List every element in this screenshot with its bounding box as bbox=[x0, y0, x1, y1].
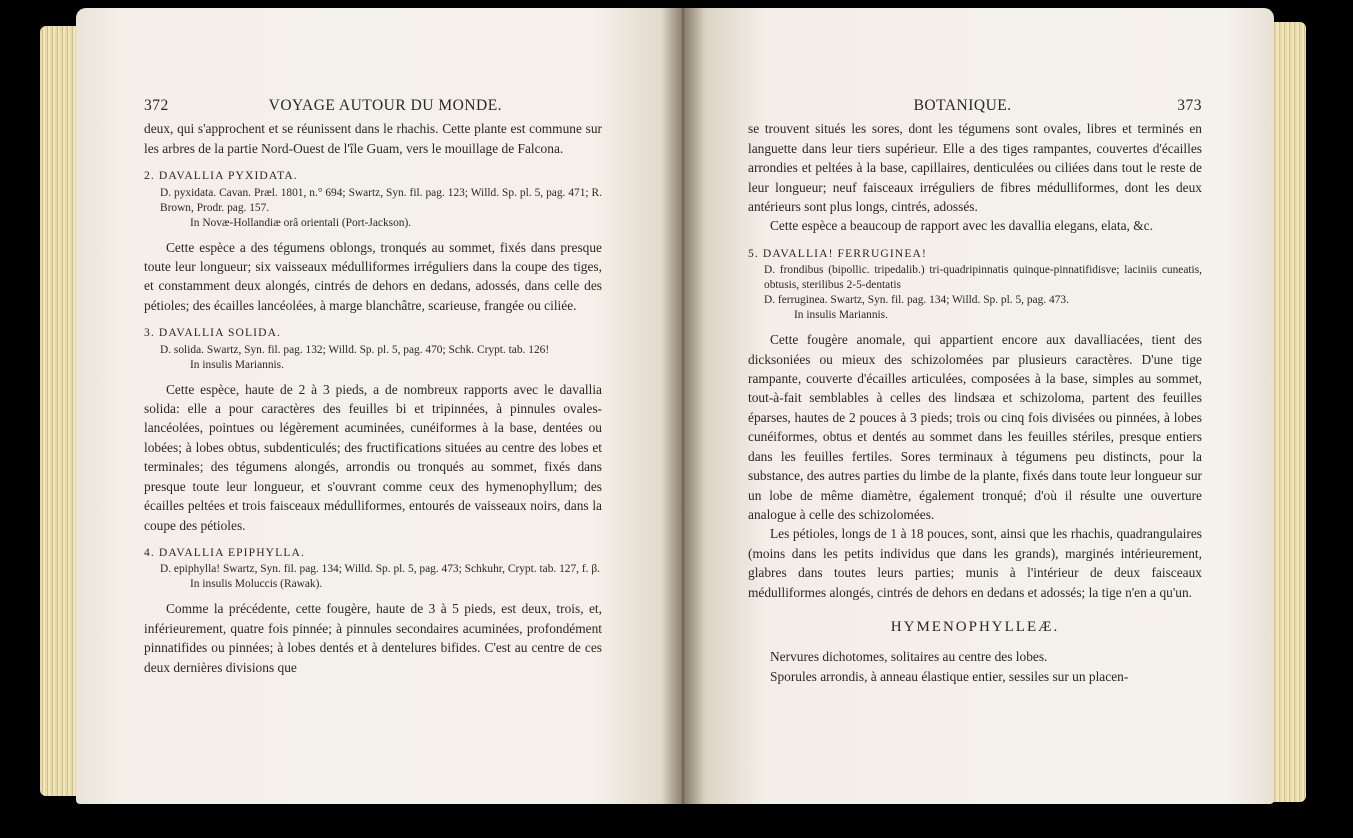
paragraph: Nervures dichotomes, solitaires au centre des lobes. bbox=[770, 649, 1048, 665]
section-title: HYMENOPHYLLEÆ. bbox=[890, 618, 1060, 635]
locality: In insulis Moluccis (Rawak). bbox=[190, 578, 323, 591]
species-heading: 5. DAVALLIA! FERRUGINEA! bbox=[748, 246, 927, 260]
running-title: BOTANIQUE. bbox=[913, 97, 1012, 114]
page-number: 373 bbox=[1177, 97, 1202, 114]
synonymy: D. solida. Swartz, Syn. fil. pag. 132; Willd. Sp. pl. 5, pag. 470; Schk. Crypt. tab. 126! bbox=[160, 343, 550, 356]
book-gutter bbox=[662, 8, 704, 804]
right-page-text bbox=[748, 96, 1202, 686]
page-number: 372 bbox=[144, 97, 169, 114]
left-page-text bbox=[144, 96, 602, 677]
synonymy: D. pyxidata. Cavan. Præl. 1801, n.° 694; Swartz, Syn. fil. pag. 123; Willd. Sp. pl. 5, pag. 471; R. Brown, Prodr. pag. 157. bbox=[160, 186, 602, 214]
locality: In Novæ-Hollandiæ orâ orientali (Port-Jackson). bbox=[190, 216, 412, 229]
paragraph: Les pétioles, longs de 1 à 18 pouces, sont, ainsi que les rhachis, quadrangulaires (moins dans les petits individus que dans les grands), marginés intérieurement, glabres dans toutes leurs parties; munis à l'intérieur de deux faisceaux médulliformes alongés, cintrés de dehors en dedans et adossés; la tige n'en a qu'un. bbox=[748, 526, 1202, 600]
paragraph: Sporules arrondis, à anneau élastique entier, sessiles sur un placen- bbox=[770, 668, 1129, 684]
running-title: VOYAGE AUTOUR DU MONDE. bbox=[268, 97, 503, 114]
paragraph: deux, qui s'approchent et se réunissent dans le rhachis. Cette plante est commune sur les arbres de la partie Nord-Ouest de l'île Guam, vers le mouillage de Falcona. bbox=[144, 121, 602, 156]
diagnosis: D. frondibus (bipollic. tripedalib.) tri-quadripinnatis quinque-pinnatifidisve; laciniis cuneatis, obtusis, sterilibus 2-5-dentatis bbox=[764, 264, 1202, 292]
paragraph: Cette espèce a des tégumens oblongs, tronqués au sommet, fixés dans presque toute leur longueur; six vaisseaux médulliformes irréguliers dans la coupe des tiges, et constamment deux alongés, cintrés de dehors en dedans, adossés, dans celle des pétioles; des écailles lancéolées, à marge blanchâtre, scarieuse, frangée ou ciliée. bbox=[144, 239, 602, 313]
locality: In insulis Mariannis. bbox=[794, 309, 888, 322]
species-heading: 4. DAVALLIA EPIPHYLLA. bbox=[144, 545, 305, 559]
paragraph: Cette espèce, haute de 2 à 3 pieds, a de nombreux rapports avec le davallia solida: elle a pour caractères des feuilles bi et tripinnées, à pinnules ovales-lancéolées, pointues ou légèrement acuminées, cunéiformes à la base, dentées ou lobées; à lobes obtus, subdenticulés; des fructifications situées au centre des lobes et terminales; des tégumens alongés, arrondis ou tronqués au sommet, fixés dans presque toute leur longueur, et s'ouvrant comme ceux des hymenophyllum; des écailles peltées et trois faisceaux médulliformes, entourés de vaisseaux noirs, dans la coupe des pétioles. bbox=[144, 381, 602, 533]
right-running-head bbox=[748, 96, 1202, 115]
species-heading: 3. DAVALLIA SOLIDA. bbox=[144, 326, 282, 340]
synonymy: D. ferruginea. Swartz, Syn. fil. pag. 134; Willd. Sp. pl. 5, pag. 473. bbox=[764, 294, 1069, 307]
synonymy: D. epiphylla! Swartz, Syn. fil. pag. 134; Willd. Sp. pl. 5, pag. 473; Schkuhr, Crypt. tab. 127, f. β. bbox=[160, 563, 601, 576]
paragraph: Cette fougère anomale, qui appartient encore aux davalliacées, tient des dicksoniées ou mieux des schizolomées par plusieurs caractères. D'une tige rampante, couverte d'écailles articulées, composées à la base, simples au sommet, tout-à-fait semblables à celles des lindsæa et schizoloma, partent des feuilles éparses, hautes de 2 pouces à 3 pieds; trois ou cinq fois divisées ou pinnées, à lobes cunéiformes, obtus et dentés au sommet dans les feuilles stériles, presque entiers dans les feuilles fertiles. Sores terminaux à tégumens peu distincts, pour la substance, des autres parties du limbe de la plante, fixés dans toute leur longueur sur un lobe de même diamètre, également tronqué; d'où il résulte une ouverture analogue à celle des schizolomées. bbox=[748, 332, 1202, 522]
species-heading: 2. DAVALLIA PYXIDATA. bbox=[144, 169, 298, 183]
locality: In insulis Mariannis. bbox=[190, 358, 284, 371]
left-running-head bbox=[144, 96, 602, 115]
paragraph: se trouvent situés les sores, dont les tégumens sont ovales, libres et terminés en languette dans leur tiers supérieur. Elle a des tiges rampantes, couvertes d'écailles arrondies et peltées à la base, capillaires, denticulées ou ciliées dans tout le reste de leur longueur; neuf faisceaux irréguliers de fibres médulliformes, dont les deux antérieurs sont plus longs, cintrés, adossés. bbox=[748, 121, 1202, 215]
paragraph: Comme la précédente, cette fougère, haute de 3 à 5 pieds, est deux, trois, et, inférieurement, quatre fois pinnée; à pinnules secondaires acuminées, profondément pinnatifides ou pinnées; à lobes dentés et à dentelures bifides. C'est au centre de ces deux dernières divisions que bbox=[144, 601, 602, 675]
paragraph: Cette espèce a beaucoup de rapport avec les davallia elegans, elata, &c. bbox=[770, 218, 1153, 234]
